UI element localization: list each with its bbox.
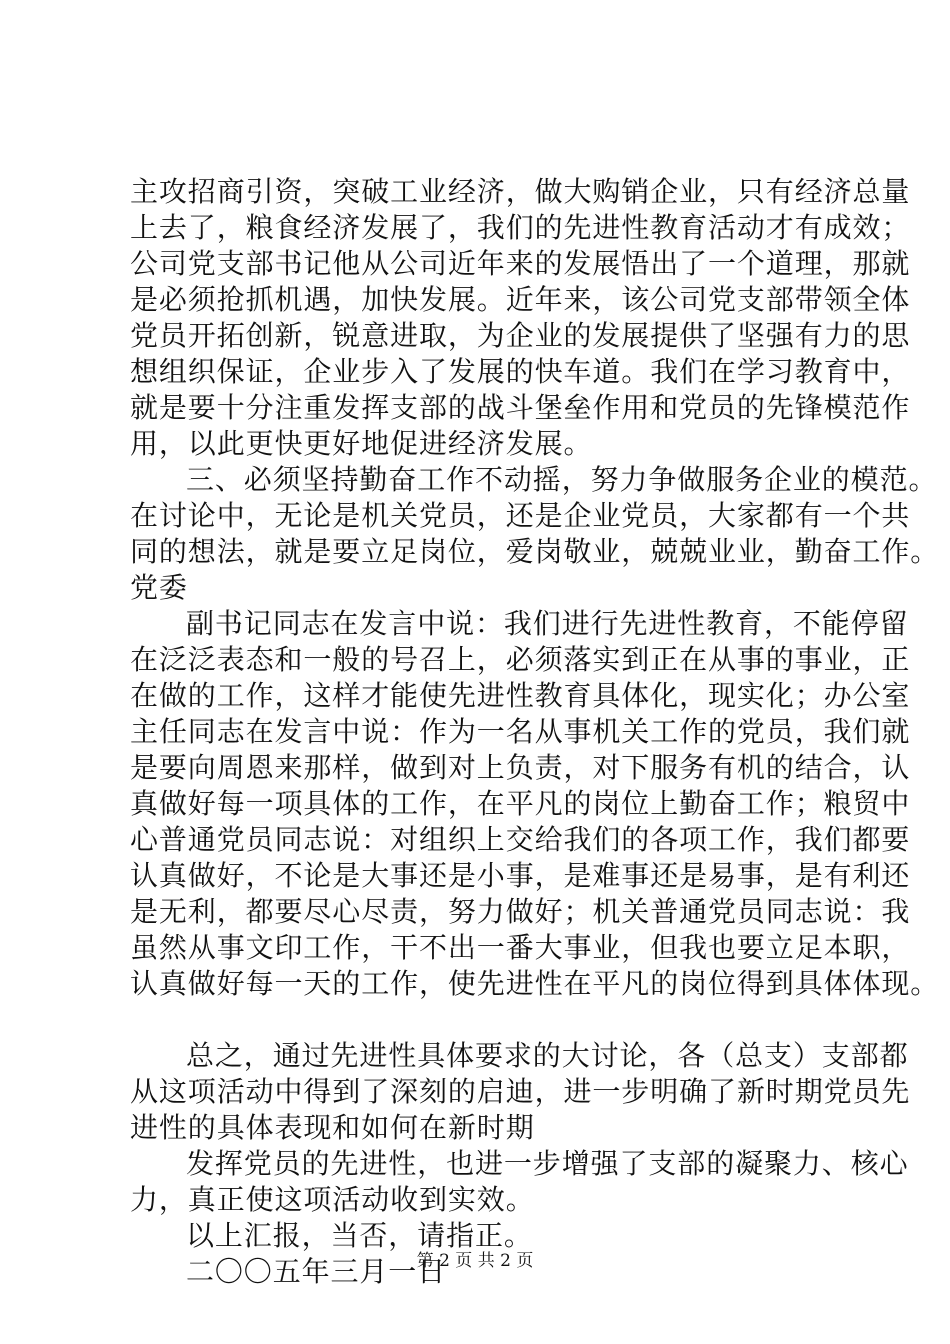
text-line: 从这项活动中得到了深刻的启迪，进一步明确了新时期党员先: [130, 1075, 911, 1108]
text-line: 认真做好每一天的工作，使先进性在平凡的岗位得到具体体现。: [130, 967, 940, 1000]
text-line: 以上汇报，当否，请指正。: [186, 1219, 533, 1252]
text-line: 二〇〇五年三月一日: [186, 1255, 447, 1288]
text-line: 主任同志在发言中说：作为一名从事机关工作的党员，我们就: [130, 715, 911, 748]
text-line: 就是要十分注重发挥支部的战斗堡垒作用和党员的先锋模范作: [130, 391, 911, 424]
text-line: 进性的具体表现和如何在新时期: [130, 1111, 535, 1144]
text-line: 公司党支部书记他从公司近年来的发展悟出了一个道理，那就: [130, 247, 911, 280]
text-line: 用，以此更快更好地促进经济发展。: [130, 427, 593, 460]
text-line: 力，真正使这项活动收到实效。: [130, 1183, 535, 1216]
text-line: 是无利，都要尽心尽责，努力做好；机关普通党员同志说：我: [130, 895, 911, 928]
blank-line: [130, 1002, 850, 1038]
text-line: 真做好每一项具体的工作，在平凡的岗位上勤奋工作；粮贸中: [130, 787, 911, 820]
text-line: 副书记同志在发言中说：我们进行先进性教育，不能停留: [186, 607, 909, 640]
text-line: 同的想法，就是要立足岗位，爱岗敬业，兢兢业业，勤奋工作。: [130, 535, 940, 568]
text-line: 三、必须坚持勤奋工作不动摇，努力争做服务企业的模范。: [186, 463, 938, 496]
page-footer: 第 2 页 共 2 页: [416, 1251, 534, 1271]
text-line: 想组织保证，企业步入了发展的快车道。我们在学习教育中，: [130, 355, 911, 388]
text-line: 在讨论中，无论是机关党员，还是企业党员，大家都有一个共: [130, 499, 911, 532]
text-line: 心普通党员同志说：对组织上交给我们的各项工作，我们都要: [130, 823, 911, 856]
text-line: 在做的工作，这样才能使先进性教育具体化，现实化；办公室: [130, 679, 911, 712]
text-line: 党委: [130, 571, 188, 604]
text-line: 总之，通过先进性具体要求的大讨论，各（总支）支部都: [186, 1039, 909, 1072]
text-line: 党员开拓创新，锐意进取，为企业的发展提供了坚强有力的思: [130, 319, 911, 352]
text-line: 上去了，粮食经济发展了，我们的先进性教育活动才有成效；: [130, 211, 911, 244]
text-line: 是要向周恩来那样，做到对上负责，对下服务有机的结合，认: [130, 751, 911, 784]
text-line: 认真做好，不论是大事还是小事，是难事还是易事，是有利还: [130, 859, 911, 892]
text-line: 发挥党员的先进性，也进一步增强了支部的凝聚力、核心: [186, 1147, 909, 1180]
document-body: [130, 174, 940, 1290]
text-line: 在泛泛表态和一般的号召上，必须落实到正在从事的事业，正: [130, 643, 911, 676]
text-line: 是必须抢抓机遇，加快发展。近年来，该公司党支部带领全体: [130, 283, 911, 316]
text-line: 主攻招商引资，突破工业经济，做大购销企业，只有经济总量: [130, 175, 911, 208]
text-line: 虽然从事文印工作，干不出一番大事业，但我也要立足本职，: [130, 931, 911, 964]
